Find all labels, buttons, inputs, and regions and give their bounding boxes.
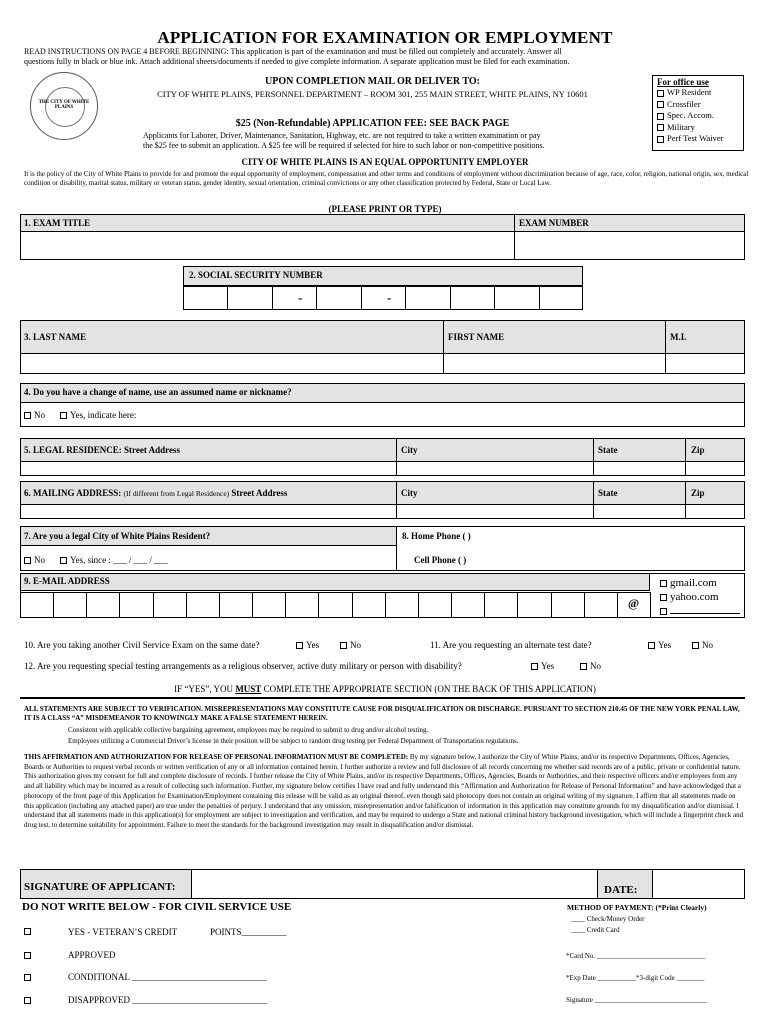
payment-check: ____ Check/Money Order: [571, 915, 645, 923]
cs-veteran-label: YES - VETERAN’S CREDIT: [68, 927, 178, 937]
q10-text: 10. Are you taking another Civil Service Exam on the same date?: [24, 640, 260, 650]
signature-input[interactable]: [193, 870, 596, 898]
office-use-title: For office use: [657, 77, 709, 87]
ssn-cell-divider: [361, 286, 362, 310]
mailing-zip-input[interactable]: [686, 505, 744, 518]
warning-text: ALL STATEMENTS ARE SUBJECT TO VERIFICATION. MISREPRESENTATIONS MAY CONSTITUTE CAUSE FOR DISQUALIFICATION OR DISCHARGE. PURSUANT TO SECTION 210.45 OF THE NEW YORK PENAL LAW, IT IS A CLASS “A” MISDEMEANOR TO KNOWINGLY MAKE A FALSE STATEMENT HEREIN.: [24, 705, 740, 722]
mail-address: CITY OF WHITE PLAINS, PERSONNEL DEPARTMENT – ROOM 301, 255 MAIN STREET, WHITE PLAINS, NY 10601: [157, 89, 588, 99]
email-other-option[interactable]: [660, 604, 740, 618]
q12-no[interactable]: No: [580, 661, 601, 671]
legal-zip-input[interactable]: [686, 462, 744, 475]
print-note: (PLEASE PRINT OR TYPE): [328, 204, 442, 214]
cs-approved-label: APPROVED: [68, 950, 116, 960]
first-name-input[interactable]: [444, 354, 664, 373]
email-cell-divider: [252, 592, 253, 618]
email-cell-divider: [153, 592, 154, 618]
mailing-state-input[interactable]: [594, 505, 684, 518]
exam-number-label: EXAM NUMBER: [519, 218, 589, 228]
office-use-military[interactable]: Military: [657, 122, 743, 134]
exam-number-input[interactable]: [515, 233, 744, 259]
date-label: DATE:: [604, 884, 638, 896]
email-cell-divider: [119, 592, 120, 618]
email-gmail-option[interactable]: gmail.com: [660, 576, 740, 590]
payment-title: METHOD OF PAYMENT: (*Print Clearly): [567, 903, 707, 912]
fee-heading: $25 (Non-Refundable) APPLICATION FEE: SEE BACK PAGE: [235, 118, 510, 129]
home-phone-field[interactable]: 8. Home Phone ( ): [402, 531, 471, 541]
q10-yes[interactable]: Yes: [296, 640, 319, 650]
q12-yes[interactable]: Yes: [531, 661, 554, 671]
cell-phone-field[interactable]: Cell Phone ( ): [414, 555, 467, 565]
legal-zip-label: Zip: [691, 445, 705, 455]
email-cell-divider: [451, 592, 452, 618]
mailing-city-input[interactable]: [397, 505, 592, 518]
page-title: APPLICATION FOR EXAMINATION OR EMPLOYMENT: [157, 28, 613, 47]
ssn-cell-divider: [450, 286, 451, 310]
name-change-question: 4. Do you have a change of name, use an assumed name or nickname?: [24, 387, 292, 397]
email-cell-divider: [219, 592, 220, 618]
seal-text: THE CITY OF WHITE PLAINS: [38, 100, 90, 110]
consistent-line-2: Employees utilizing a Commercial Driver’s license in their position will be subject to random drug testing per Federal Department of Transportation regulations.: [68, 737, 519, 745]
email-cell-divider: [53, 592, 54, 618]
legal-state-label: State: [598, 445, 618, 455]
cs-disapproved-row: [24, 995, 34, 1005]
cs-approved-row: [24, 950, 34, 960]
date-input[interactable]: [654, 870, 744, 898]
payment-credit: ____ Credit Card: [571, 926, 620, 934]
legal-residence-label: 5. LEGAL RESIDENCE: Street Address: [24, 445, 180, 455]
legal-state-input[interactable]: [594, 462, 684, 475]
email-cell-divider: [352, 592, 353, 618]
ssn-cell-divider: [316, 286, 317, 310]
email-label: 9. E-MAIL ADDRESS: [24, 576, 110, 586]
fee-note-1: Applicants for Laborer, Driver, Maintenance, Sanitation, Highway, etc. are not required to take a written examination or pay: [143, 131, 541, 140]
last-name-input[interactable]: [21, 354, 442, 373]
office-use-crossfiler[interactable]: Crossfiler: [657, 99, 743, 111]
cs-conditional-row: [24, 972, 34, 982]
eeo-heading: CITY OF WHITE PLAINS IS AN EQUAL OPPORTUNITY EMPLOYER: [241, 157, 529, 167]
cs-points-label: POINTS__________: [210, 927, 287, 937]
resident-yes-option[interactable]: Yes, since : ___ / ___ / ___: [60, 555, 168, 565]
ssn-cell-divider: [405, 286, 406, 310]
instructions-line-2: questions fully in black or blue ink. Attach additional sheets/documents if needed to give complete information. A separate application must be filed for each examination.: [24, 57, 570, 66]
q11-text: 11. Are you requesting an alternate test date?: [430, 640, 592, 650]
consistent-line-1: Consistent with applicable collective bargaining agreement, employees may be required to submit to drug and/or alcohol testing.: [68, 726, 429, 734]
instructions-line-1: READ INSTRUCTIONS ON PAGE 4 BEFORE BEGINNING: This application is part of the examination and must be filled out completely and accurately. Answer all: [24, 47, 562, 56]
last-name-label: 3. LAST NAME: [24, 332, 87, 342]
q12-text: 12. Are you requesting special testing arrangements as a religious observer, active duty military or person with disability?: [24, 661, 462, 671]
cs-conditional-label: CONDITIONAL ______________________________: [68, 972, 267, 982]
email-yahoo-option[interactable]: yahoo.com: [660, 590, 740, 604]
ssn-cell-divider: [227, 286, 228, 310]
email-cell-divider: [418, 592, 419, 618]
fee-note-2: the $25 fee to submit an application. A $25 fee will be required if selected for hire to such labor or non-competitive positions.: [143, 141, 545, 150]
legal-city-input[interactable]: [397, 462, 592, 475]
resident-question: 7. Are you a legal City of White Plains Resident?: [24, 531, 211, 541]
cs-disapproved-label: DISAPPROVED ______________________________: [68, 995, 268, 1005]
name-change-no-option[interactable]: No: [24, 410, 45, 420]
payment-exp-date: *Exp Date ___________*3-digit Code ________: [566, 974, 705, 982]
email-cell-divider: [285, 592, 286, 618]
q11-no[interactable]: No: [692, 640, 713, 650]
cs-veteran-row: [24, 926, 34, 936]
office-use-spec-accom[interactable]: Spec. Accom.: [657, 110, 743, 122]
email-cell-divider: [584, 592, 585, 618]
email-cell-divider: [385, 592, 386, 618]
mailing-city-label: City: [401, 488, 418, 498]
email-cell-divider: [484, 592, 485, 618]
mailing-zip-label: Zip: [691, 488, 705, 498]
ssn-cell-divider: [494, 286, 495, 310]
payment-card-no: *Card No. _______________________________: [566, 952, 706, 960]
exam-title-label: 1. EXAM TITLE: [24, 218, 91, 228]
legal-street-input[interactable]: [21, 462, 395, 475]
q11-yes[interactable]: Yes: [648, 640, 671, 650]
email-cell-divider: [551, 592, 552, 618]
signature-label: SIGNATURE OF APPLICANT:: [24, 881, 176, 893]
office-use-box: [652, 75, 744, 151]
mi-label: M.I.: [670, 332, 687, 342]
exam-title-input[interactable]: [21, 233, 513, 259]
ssn-dash: -: [298, 290, 303, 305]
email-cell-divider: [650, 592, 651, 618]
if-yes-note: IF “YES”, YOU MUST COMPLETE THE APPROPRIATE SECTION (ON THE BACK OF THIS APPLICATION): [174, 684, 596, 694]
first-name-label: FIRST NAME: [448, 332, 505, 342]
payment-signature: Signature ________________________________: [566, 996, 707, 1004]
mailing-state-label: State: [598, 488, 618, 498]
office-use-wp-resident[interactable]: WP Resident: [657, 87, 743, 99]
at-sign: @: [628, 596, 640, 610]
ssn-label: 2. SOCIAL SECURITY NUMBER: [189, 270, 323, 280]
ssn-cell-divider: [539, 286, 540, 310]
email-cell-divider: [517, 592, 518, 618]
legal-city-label: City: [401, 445, 418, 455]
mailing-address-label: 6. MAILING ADDRESS: (If different from Legal Residence) Street Address: [24, 488, 288, 498]
office-use-perf-test-waiver[interactable]: Perf Test Waiver: [657, 133, 743, 145]
email-cell-divider: [617, 592, 618, 618]
ssn-dash: -: [387, 290, 392, 305]
affirmation-text: THIS AFFIRMATION AND AUTHORIZATION FOR RELEASE OF PERSONAL INFORMATION MUST BE COMPLETED: By my signature below, I authorize the City of White Plains, and/or its respective Departments, Offices, Agencies, Boards or Authorities to request verbal records or written verification of any or all information contained herein. I further authorize a review and full disclosure of all records concerning me whether said records are of a public, private or confidential nature. This authorization gives my consent for full and complete disclosure of records. I further release the City of White Plains, and/or its respective Departments, Offices, Agencies, Boards or Authorities, and their respective officers and/or employees from any and all liability which may be incurred as a result of collecting such information. Further, my signature below certifies I have read and fully understand this “Affirmation and Authorization for Release of Personal Information” and have acknowledged that a photocopy of the front page of this Application for Examination/Employment containing this release will be valid as an original thereof, even though said photocopy does not contain an original writing of my signature. I affirm that all statements made on this application (including any attached paper) are true under the penalties of perjury. I understand that any omission, misrepresentation and/or falsification of information in this application may constitute grounds for my disqualification and/or dismissal. I understand that all statements made in this application(s) for employment are subject to investigation and verification, and may be required to undergo a State and national criminal history background investigation, which will include a fingerprint check and drug test, to determine suitability for appointment. Failure to meet the standards for the background investigation may result in disqualification and/or dismissal.: [24, 753, 744, 829]
email-cell-divider: [186, 592, 187, 618]
mi-input[interactable]: [666, 354, 744, 373]
mailing-street-input[interactable]: [21, 505, 395, 518]
email-cell-divider: [318, 592, 319, 618]
mail-heading: UPON COMPLETION MAIL OR DELIVER TO:: [265, 76, 480, 87]
name-change-yes-option[interactable]: Yes, indicate here:: [60, 410, 136, 420]
eeo-text: It is the policy of the City of White Plains to provide for and promote the equal opportunity of employment, compensation and other terms and conditions of employment without discrimination because of age, race, color, religion, national origin, sex, medical condition or disability, marital status, military or veteran status, gender identity, sexual orientation, criminal convictions or any other classification protected by Federal, State or Local Law.: [24, 170, 749, 187]
email-cell-divider: [86, 592, 87, 618]
ssn-cell-divider: [272, 286, 273, 310]
resident-no-option[interactable]: No: [24, 555, 45, 565]
city-seal-icon: [30, 72, 98, 140]
do-not-write-heading: DO NOT WRITE BELOW - FOR CIVIL SERVICE USE: [22, 901, 292, 913]
q10-no[interactable]: No: [340, 640, 361, 650]
